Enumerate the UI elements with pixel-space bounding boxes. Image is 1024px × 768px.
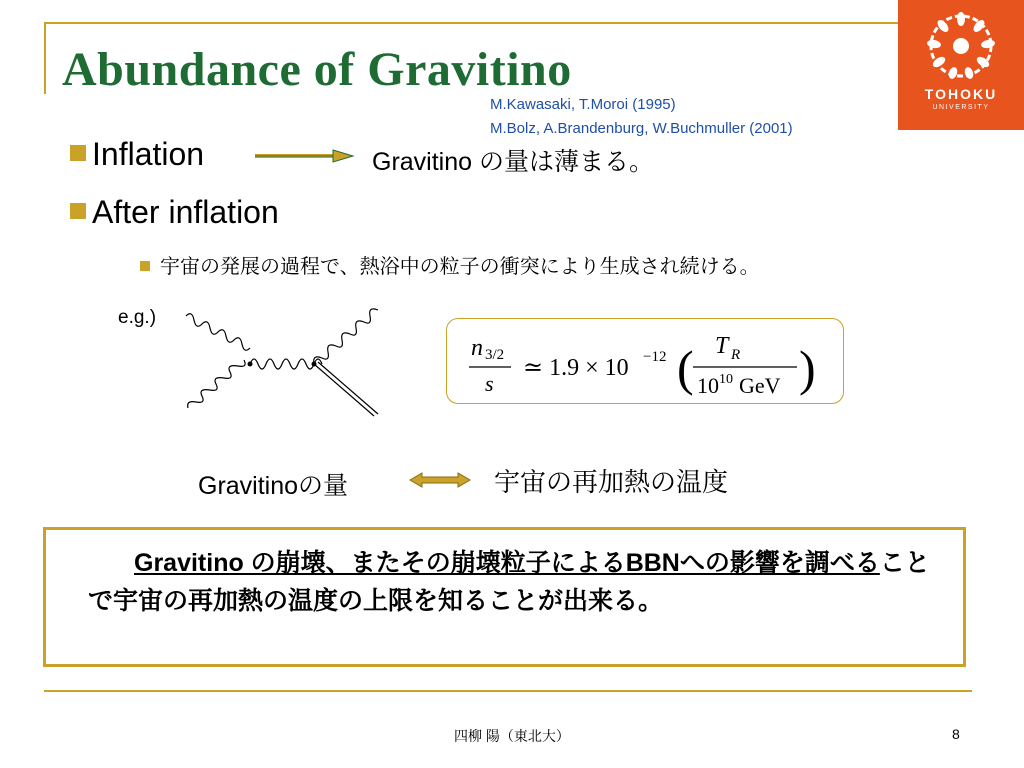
reference-bolz-brandenburg-buchmuller: M.Bolz, A.Brandenburg, W.Buchmuller (2001) [490,120,793,137]
svg-text:s: s [485,371,494,396]
conclusion-underlined: Gravitino の崩壊、またその崩壊粒子によるBBNへの影響を調べる [134,549,880,577]
slide-title: Abundance of Gravitino [62,43,572,96]
tohoku-university-logo [898,0,1024,130]
bullet-inflation-label: Inflation [92,136,205,172]
reheating-temperature-label: 宇宙の再加熱の温度 [494,467,729,497]
right-arrow-icon [255,148,355,164]
svg-text:(: ( [677,340,694,396]
gravitino-abundance-formula [446,318,844,404]
gluon-line-upper-right [314,309,378,364]
sub-bullet-production [140,250,760,279]
conclusion-rest: ことで宇宙の再加熱の温度の上限を知ることが出来る。 [88,549,930,615]
example-label: e.g.) [118,307,157,328]
title-frame-vertical [44,22,46,94]
conclusion-box [43,527,966,667]
svg-text:≃ 1.9 × 10: ≃ 1.9 × 10 [523,355,629,381]
gravitino-amount-label: Gravitinoの量 [198,472,349,500]
conclusion-text [88,544,938,620]
title-frame-horizontal [44,22,904,24]
svg-text:R: R [731,347,741,363]
gravitino-line-2 [318,362,378,414]
svg-text:10: 10 [719,372,733,387]
reference-kawasaki-moroi: M.Kawasaki, T.Moroi (1995) [490,96,676,113]
gluon-propagator [250,359,322,369]
gravitino-line-1 [314,364,374,416]
double-arrow-icon [408,470,472,490]
gluon-line-lower-left [188,360,245,408]
page-number: 8 [952,726,960,742]
svg-text:10: 10 [697,373,719,398]
wreath-emblem-icon [925,10,997,82]
footer-divider [44,690,972,692]
svg-text:GeV: GeV [739,373,781,398]
feynman-diagram-icon [178,306,388,422]
gluon-line-upper-left [186,314,250,351]
formula-rendering [447,319,843,403]
svg-text:−12: −12 [643,349,667,365]
inflation-result-text: Gravitino の量は薄まる。 [372,148,654,176]
bullet-after-inflation [70,194,279,231]
bullet-square-icon [70,145,86,161]
sub-bullet-square-icon [140,261,150,271]
svg-text:): ) [799,340,816,396]
logo-text-tohoku: TOHOKU [924,86,998,102]
footer-author: 四柳 陽（東北大） [454,728,570,744]
bullet-inflation [70,136,204,173]
svg-text:n: n [471,335,483,361]
logo-text-university: UNIVERSITY [932,104,990,111]
bullet-square-icon [70,203,86,219]
bullet-after-inflation-label: After inflation [92,194,279,230]
svg-text:3/2: 3/2 [485,347,505,363]
svg-text:T: T [715,333,729,359]
sub-bullet-text: 宇宙の発展の過程で、熱浴中の粒子の衝突により生成され続ける。 [160,256,760,278]
